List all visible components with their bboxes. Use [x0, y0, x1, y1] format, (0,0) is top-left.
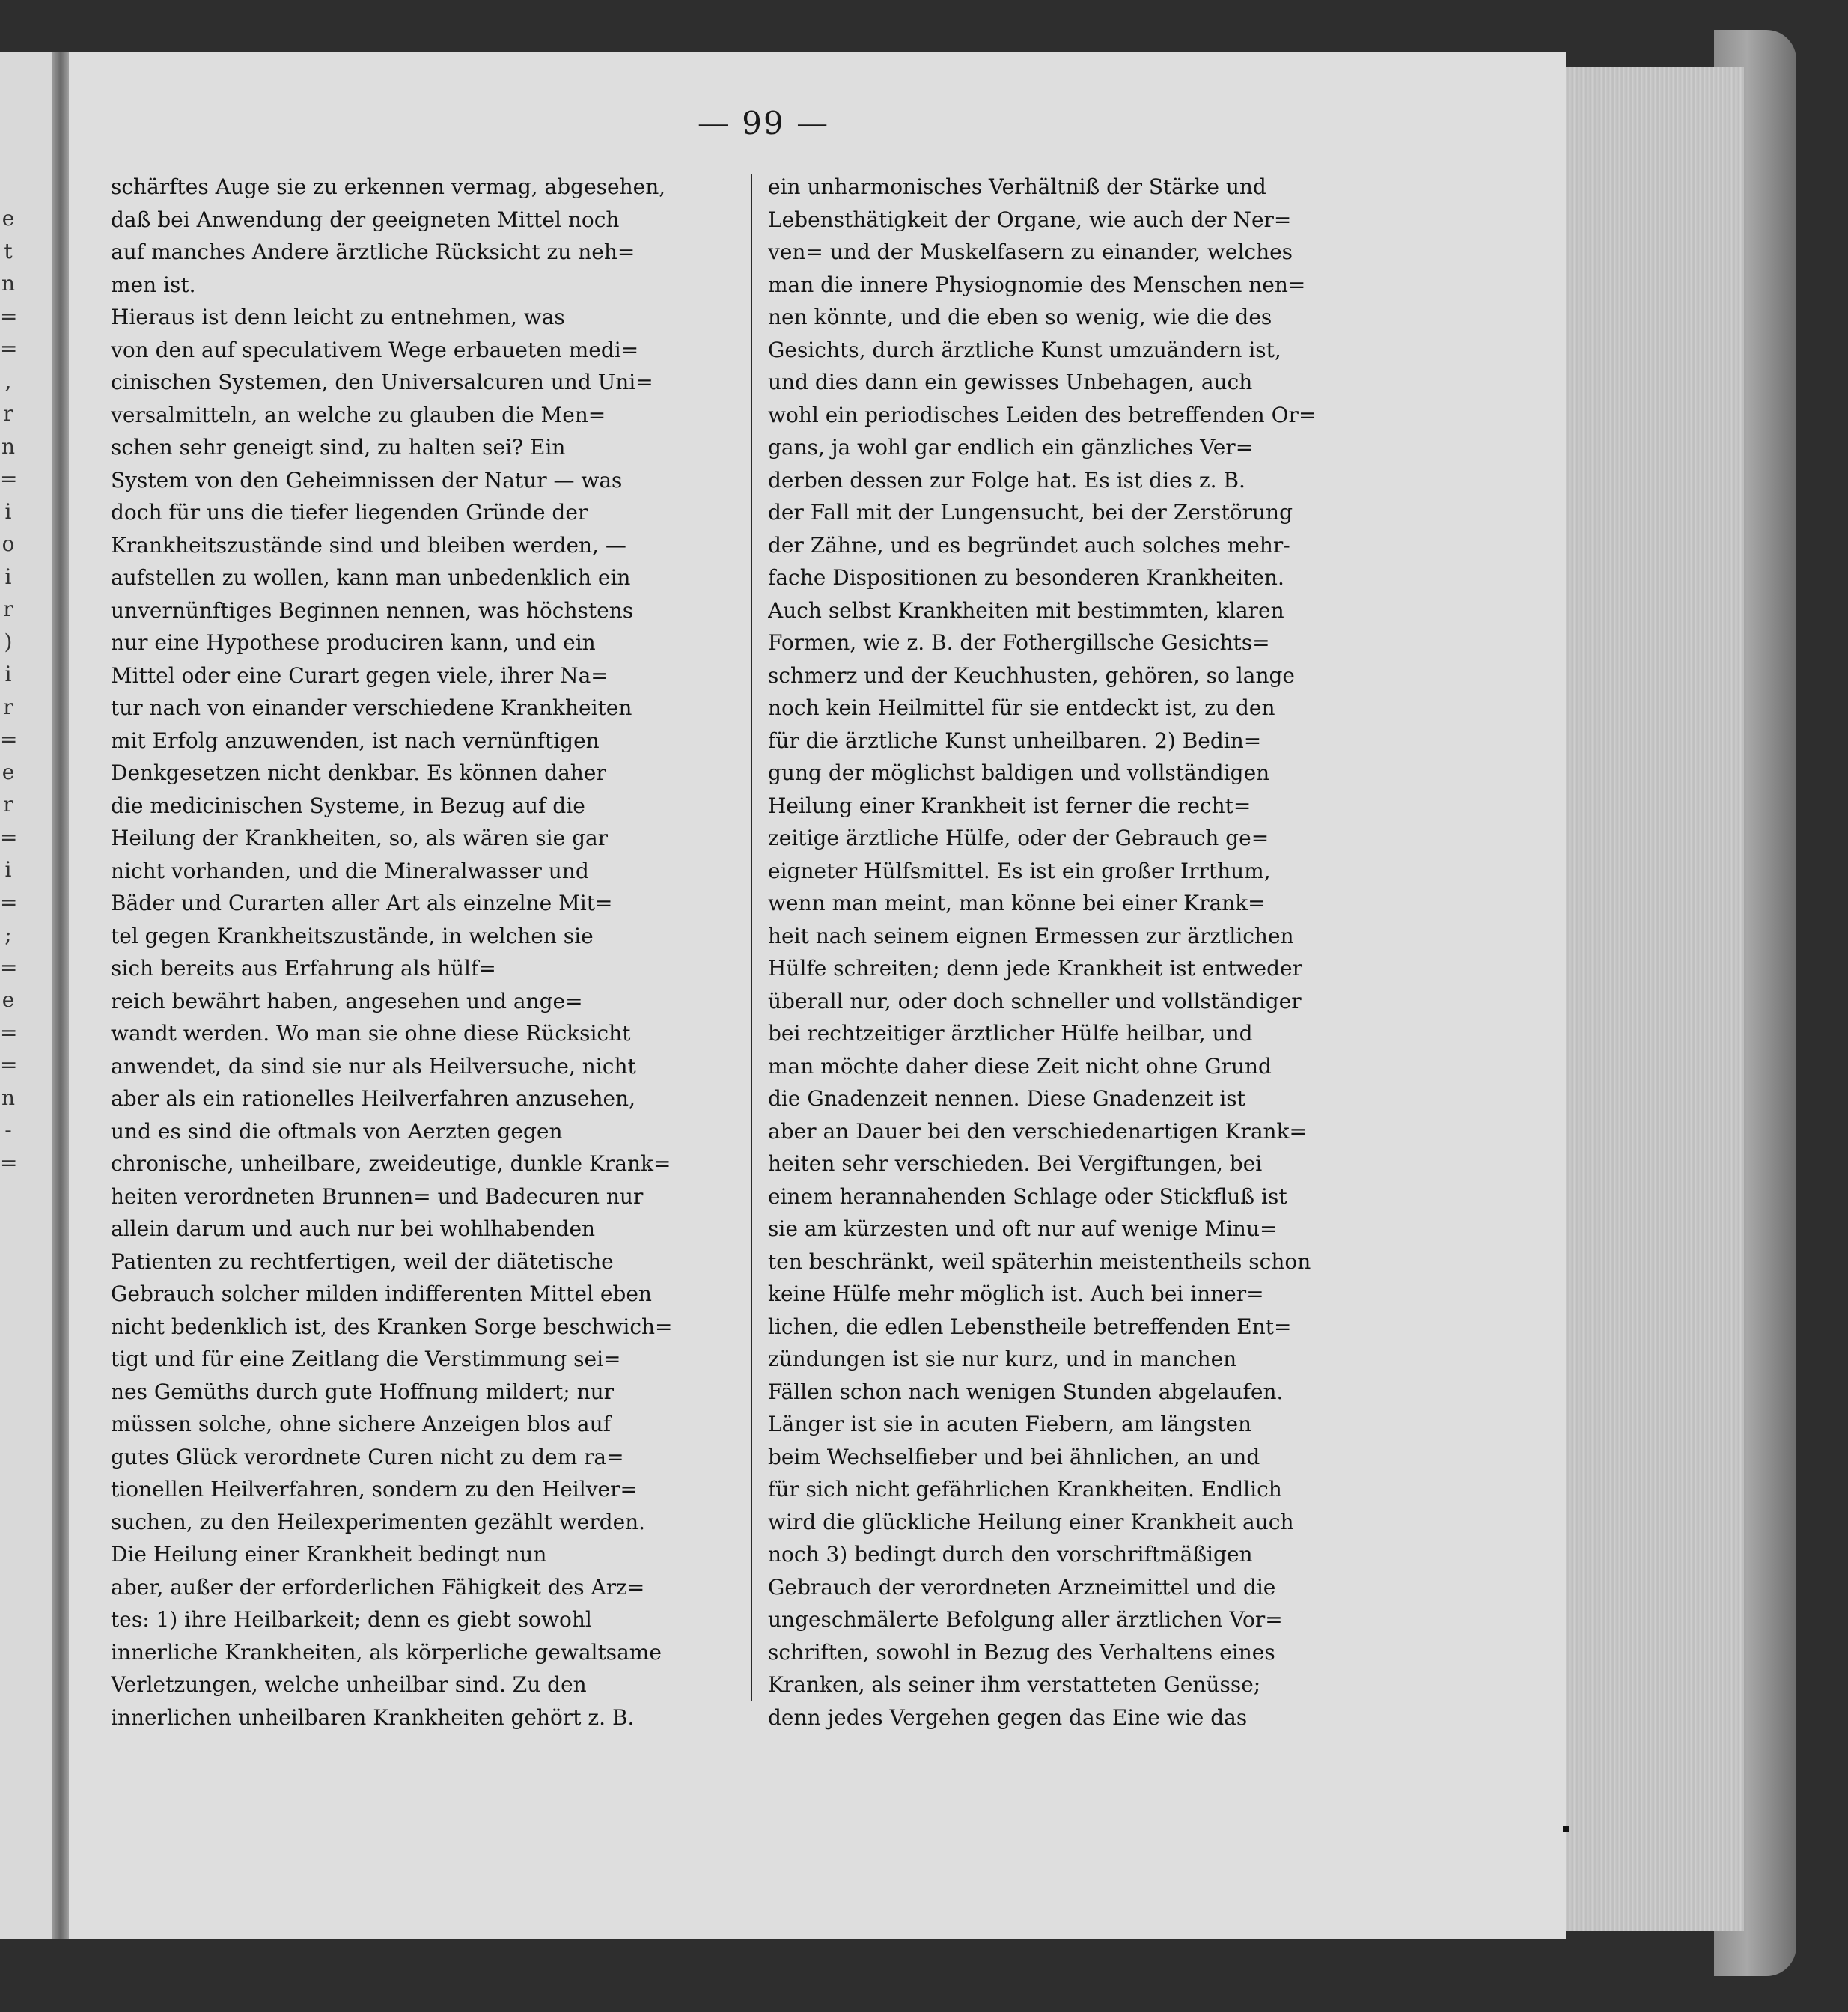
text-line: Patienten zu rechtfertigen, weil der diätetische — [111, 1249, 614, 1274]
text-line: Formen, wie z. B. der Fothergillsche Gesichts= — [768, 630, 1270, 655]
text-line: Kranken, als seiner ihm verstatteten Genüsse; — [768, 1672, 1261, 1697]
text-line: sich bereits aus Erfahrung als hülf= — [111, 956, 496, 981]
margin-fragment: = — [0, 466, 18, 491]
text-line: heiten sehr verschieden. Bei Vergiftungen, bei — [768, 1151, 1263, 1176]
margin-fragment: = — [0, 954, 18, 980]
text-line: eigneter Hülfsmittel. Es ist ein großer Irrthum, — [768, 858, 1271, 883]
text-line: die Gnadenzeit nennen. Diese Gnadenzeit ist — [768, 1086, 1245, 1111]
text-line: auf manches Andere ärztliche Rücksicht zu neh= — [111, 240, 635, 264]
text-line: chronische, unheilbare, zweideutige, dunkle Krank= — [111, 1151, 671, 1176]
margin-fragment: o — [1, 531, 15, 556]
margin-fragment: n — [1, 433, 16, 459]
text-line: wenn man meint, man könne bei einer Krank= — [768, 891, 1266, 915]
text-line: allein darum und auch nur bei wohlhabenden — [111, 1216, 596, 1241]
margin-fragment: i — [4, 564, 12, 589]
text-line: wohl ein periodisches Leiden des betreffenden Or= — [768, 402, 1317, 427]
margin-fragment: e — [1, 206, 15, 231]
text-line: Lebensthätigkeit der Organe, wie auch der Ner= — [768, 207, 1292, 232]
margin-fragment: r — [3, 792, 13, 817]
text-line: anwendet, da sind sie nur als Heilversuche, nicht — [111, 1053, 636, 1079]
margin-fragment: = — [0, 1150, 18, 1175]
text-line: Heilung der Krankheiten, so, als wären sie gar — [111, 826, 609, 850]
text-line: Mittel oder eine Curart gegen viele, ihrer Na= — [111, 662, 609, 688]
text-line: man möchte daher diese Zeit nicht ohne Grund — [768, 1053, 1272, 1079]
text-line: aber an Dauer bei den verschiedenartigen Krank= — [768, 1118, 1307, 1144]
text-line: und dies dann ein gewisses Unbehagen, auch — [768, 370, 1253, 394]
margin-fragment: = — [0, 1019, 18, 1045]
text-line: Bäder und Curarten aller Art als einzelne Mit= — [111, 891, 613, 915]
text-line: Gesichts, durch ärztliche Kunst umzuändern ist, — [768, 337, 1281, 362]
text-line: Hülfe schreiten; denn jede Krankheit ist entweder — [768, 956, 1302, 981]
text-line: die medicinischen Systeme, in Bezug auf die — [111, 793, 585, 818]
text-line: tur nach von einander verschiedene Krankheiten — [111, 695, 632, 720]
text-line: versalmitteln, an welche zu glauben die Men= — [111, 402, 606, 427]
text-line: man die innere Physiognomie des Menschen nen= — [768, 272, 1306, 297]
text-line: gung der möglichst baldigen und vollständigen — [768, 760, 1270, 785]
text-line: wird die glückliche Heilung einer Krankheit auch — [768, 1509, 1294, 1534]
text-line: fache Dispositionen zu besonderen Krankheiten. — [768, 565, 1284, 590]
text-line: System von den Geheimnissen der Natur — was — [111, 467, 623, 493]
margin-fragment: t — [4, 238, 13, 263]
text-line: wandt werden. Wo man sie ohne diese Rücksicht — [111, 1021, 631, 1046]
text-line: Heilung einer Krankheit ist ferner die recht= — [768, 793, 1251, 818]
text-line: men ist. — [111, 272, 196, 297]
text-line: Gebrauch der verordneten Arzneimittel und die — [768, 1574, 1276, 1600]
text-line: nen könnte, und die eben so wenig, wie die des — [768, 305, 1272, 329]
text-line: heiten verordneten Brunnen= und Badecuren nur — [111, 1183, 644, 1209]
text-line: innerlichen unheilbaren Krankheiten gehört z. B. — [111, 1704, 635, 1730]
left-column-text — [111, 171, 744, 1734]
text-line: einem herannahenden Schlage oder Stickfluß ist — [768, 1183, 1287, 1209]
text-line: müssen solche, ohne sichere Anzeigen blos auf — [111, 1412, 612, 1436]
text-line: tes: 1) ihre Heilbarkeit; denn es giebt sowohl — [111, 1607, 592, 1632]
margin-fragment: ) — [4, 629, 13, 654]
left-margin-fragments — [0, 202, 16, 1179]
text-line: tionellen Heilverfahren, sondern zu den Heilver= — [111, 1477, 638, 1502]
text-line: nicht vorhanden, und die Mineralwasser und — [111, 858, 589, 883]
text-line: überall nur, oder doch schneller und vollständiger — [768, 988, 1302, 1013]
text-line: bei rechtzeitiger ärztlicher Hülfe heilbar, und — [768, 1021, 1253, 1046]
book-gutter — [52, 52, 69, 1939]
text-line: aufstellen zu wollen, kann man unbedenklich ein — [111, 565, 631, 590]
text-line: Gebrauch solcher milden indifferenten Mittel eben — [111, 1281, 652, 1306]
margin-fragment: r — [3, 401, 13, 426]
text-line: aber als ein rationelles Heilverfahren anzusehen, — [111, 1086, 635, 1111]
margin-fragment: i — [4, 857, 12, 882]
text-line: Länger ist sie in acuten Fiebern, am längsten — [768, 1412, 1252, 1436]
text-line: zeitige ärztliche Hülfe, oder der Gebrauch ge= — [768, 826, 1269, 850]
margin-fragment: n — [1, 271, 16, 296]
text-line: aber, außer der erforderlichen Fähigkeit des Arz= — [111, 1574, 645, 1600]
margin-fragment: = — [0, 336, 18, 361]
text-line: gans, ja wohl gar endlich ein gänzliches Ver= — [768, 435, 1254, 460]
text-line: reich bewährt haben, angesehen und ange= — [111, 988, 583, 1013]
text-line: noch kein Heilmittel für sie entdeckt ist, zu den — [768, 695, 1275, 720]
page-stack-edge — [1557, 67, 1744, 1931]
margin-fragment: i — [4, 662, 12, 686]
text-line: innerliche Krankheiten, als körperliche gewaltsame — [111, 1639, 662, 1665]
text-line: tigt und für eine Zeitlang die Verstimmung sei= — [111, 1347, 621, 1371]
margin-fragment: = — [0, 824, 18, 850]
margin-fragment: e — [1, 759, 15, 784]
text-line: Verletzungen, welche unheilbar sind. Zu den — [111, 1672, 587, 1697]
text-line: gutes Glück verordnete Curen nicht zu dem ra= — [111, 1444, 624, 1469]
text-line: zündungen ist sie nur kurz, und in manchen — [768, 1347, 1237, 1371]
margin-fragment: i — [4, 499, 12, 524]
margin-fragment: = — [0, 889, 18, 915]
page-number: — 99 — — [697, 105, 830, 141]
marker-dot — [1563, 1826, 1569, 1832]
left-page-edge — [0, 52, 52, 1939]
text-line: derben dessen zur Folge hat. Es ist dies z. B. — [768, 467, 1245, 493]
text-line: tel gegen Krankheitszustände, in welchen sie — [111, 923, 594, 948]
text-line: schen sehr geneigt sind, zu halten sei? Ein — [111, 435, 566, 460]
text-line: nes Gemüths durch gute Hoffnung mildert; nur — [111, 1379, 615, 1404]
text-line: noch 3) bedingt durch den vorschriftmäßigen — [768, 1542, 1253, 1567]
text-line: keine Hülfe mehr möglich ist. Auch bei inner= — [768, 1281, 1264, 1306]
text-line: von den auf speculativem Wege erbaueten medi= — [111, 337, 639, 362]
text-line: nicht bedenklich ist, des Kranken Sorge beschwich= — [111, 1314, 673, 1339]
margin-fragment: n — [1, 1085, 16, 1110]
text-line: lichen, die edlen Lebenstheile betreffenden Ent= — [768, 1314, 1292, 1339]
margin-fragment: r — [3, 694, 13, 719]
margin-fragment: = — [0, 303, 18, 329]
text-line: unvernünftiges Beginnen nennen, was höchstens — [111, 597, 634, 623]
margin-fragment: - — [4, 1118, 12, 1142]
text-line: Denkgesetzen nicht denkbar. Es können daher — [111, 760, 606, 785]
text-line: schmerz und der Keuchhusten, gehören, so lange — [768, 662, 1295, 688]
text-line: beim Wechselfieber und bei ähnlichen, an und — [768, 1444, 1260, 1469]
text-line: denn jedes Vergehen gegen das Eine wie das — [768, 1704, 1248, 1730]
text-line: für die ärztliche Kunst unheilbaren. 2) Bedin= — [768, 728, 1262, 753]
right-column-text — [768, 171, 1401, 1734]
text-line: mit Erfolg anzuwenden, ist nach vernünftigen — [111, 728, 600, 753]
margin-fragment: e — [1, 987, 15, 1012]
text-line: Auch selbst Krankheiten mit bestimmten, klaren — [768, 597, 1284, 623]
text-line: schriften, sowohl in Bezug des Verhaltens eines — [768, 1639, 1275, 1665]
text-line: für sich nicht gefährlichen Krankheiten. Endlich — [768, 1477, 1282, 1502]
margin-fragment: r — [3, 597, 13, 621]
margin-fragment: = — [0, 727, 18, 752]
text-line: daß bei Anwendung der geeigneten Mittel noch — [111, 207, 620, 232]
text-line: ten beschränkt, weil späterhin meistentheils schon — [768, 1249, 1311, 1274]
column-divider — [751, 174, 752, 1701]
text-line: Krankheitszustände sind und bleiben werden, — — [111, 532, 626, 558]
margin-fragment: , — [4, 368, 12, 394]
text-line: heit nach seinem eignen Ermessen zur ärztlichen — [768, 923, 1294, 948]
text-line: ungeschmälerte Befolgung aller ärztlichen Vor= — [768, 1607, 1283, 1632]
margin-fragment: ; — [4, 922, 12, 947]
text-line: cinischen Systemen, den Universalcuren und Uni= — [111, 370, 653, 394]
text-line: der Fall mit der Lungensucht, bei der Zerstörung — [768, 500, 1293, 525]
text-line: doch für uns die tiefer liegenden Gründe der — [111, 500, 588, 525]
text-line: schärftes Auge sie zu erkennen vermag, abgesehen, — [111, 174, 666, 199]
text-line: ven= und der Muskelfasern zu einander, welches — [768, 240, 1293, 264]
text-line: Die Heilung einer Krankheit bedingt nun — [111, 1542, 547, 1567]
text-line: der Zähne, und es begründet auch solches mehr- — [768, 532, 1290, 558]
text-line: sie am kürzesten und oft nur auf wenige Minu= — [768, 1216, 1278, 1241]
text-line: Hieraus ist denn leicht zu entnehmen, was — [111, 305, 565, 329]
text-line: suchen, zu den Heilexperimenten gezählt werden. — [111, 1509, 646, 1534]
text-line: und es sind die oftmals von Aerzten gegen — [111, 1118, 563, 1144]
text-line: Fällen schon nach wenigen Stunden abgelaufen. — [768, 1379, 1284, 1404]
text-line: ein unharmonisches Verhältniß der Stärke und — [768, 174, 1266, 199]
text-line: nur eine Hypothese produciren kann, und ein — [111, 630, 596, 655]
margin-fragment: = — [0, 1052, 18, 1077]
